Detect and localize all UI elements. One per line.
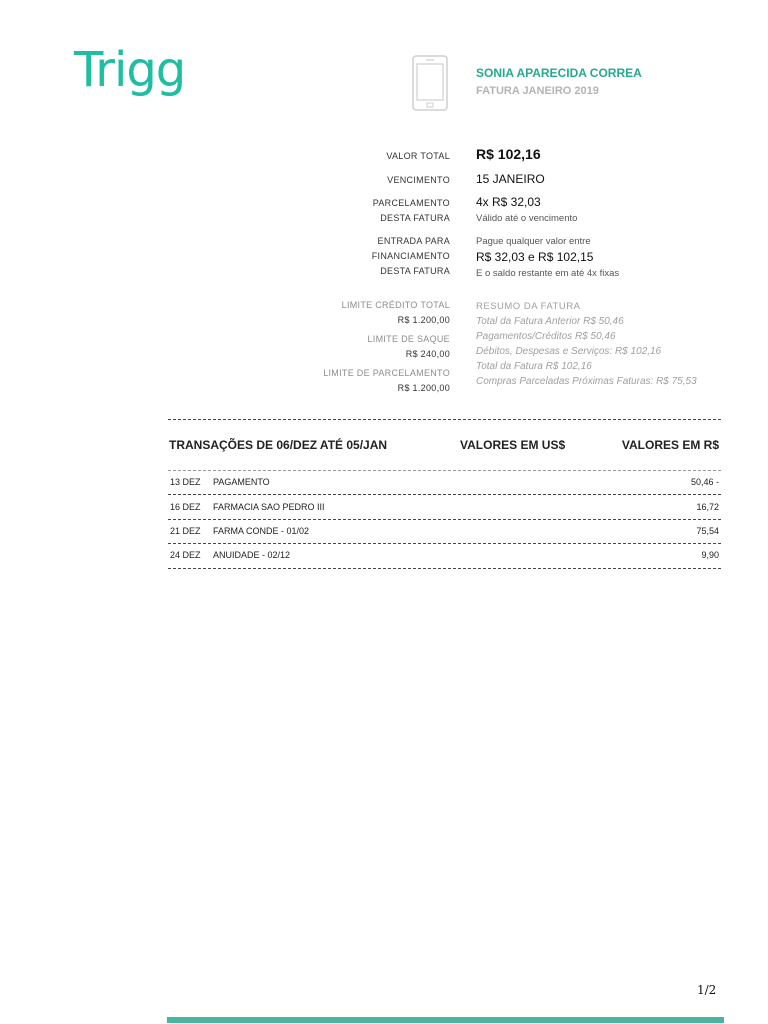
page-number: 1/2	[697, 983, 717, 997]
total-value: R$ 102,16	[476, 146, 541, 162]
divider	[168, 568, 721, 569]
row-brl-value: 16,72	[696, 502, 719, 512]
table-row	[168, 526, 721, 540]
row-description: ANUIDADE - 02/12	[213, 550, 291, 560]
summary-line: Pagamentos/Créditos R$ 50,46	[476, 331, 616, 342]
usd-column-header: VALORES EM US$	[460, 438, 566, 452]
financing-label: ENTRADA PARA FINANCIAMENTO DESTA FATURA	[371, 236, 450, 276]
client-name: SONIA APARECIDA CORREA	[476, 66, 642, 80]
row-brl-value: 9,90	[701, 550, 719, 560]
invoice-summary	[476, 299, 697, 389]
row-date: 16 DEZ	[170, 502, 201, 512]
financing-note-2: E o saldo restante em até 4x fixas	[476, 268, 620, 279]
divider	[168, 494, 721, 495]
divider	[168, 419, 721, 420]
installment-label: PARCELAMENTO DESTA FATURA	[372, 198, 450, 223]
divider	[168, 470, 721, 471]
row-brl-value: 50,46 -	[690, 477, 719, 487]
transactions-period-header: TRANSAÇÕES DE 06/DEZ ATÉ 05/JAN	[169, 438, 388, 452]
invoice-month: FATURA JANEIRO 2019	[476, 85, 599, 97]
table-row	[168, 502, 721, 516]
table-row	[168, 550, 721, 564]
installment-limit-label: LIMITE DE PARCELAMENTO	[323, 368, 450, 378]
installment-note: Válido até o vencimento	[476, 213, 578, 224]
row-description: PAGAMENTO	[213, 477, 270, 487]
summary-line: Débitos, Despesas e Serviços: R$ 102,16	[476, 346, 662, 357]
row-description: FARMA CONDE - 01/02	[213, 526, 310, 536]
due-value: 15 JANEIRO	[476, 172, 545, 186]
summary-line: Total da Fatura Anterior R$ 50,46	[476, 316, 624, 327]
brl-column-header: VALORES EM R$	[621, 438, 719, 452]
withdraw-limit-label: LIMITE DE SAQUE	[367, 334, 450, 344]
credit-limit-value: R$ 1.200,00	[397, 315, 450, 325]
financing-value: R$ 32,03 e R$ 102,15	[476, 250, 594, 264]
table-row	[168, 477, 721, 491]
row-description: FARMACIA SAO PEDRO III	[213, 502, 325, 512]
row-brl-value: 75,54	[696, 526, 719, 536]
row-date: 24 DEZ	[170, 550, 201, 560]
summary-line: Compras Parceladas Próximas Faturas: R$ 75,53	[476, 376, 697, 387]
installment-limit-value: R$ 1.200,00	[397, 383, 450, 393]
row-date: 21 DEZ	[170, 526, 201, 536]
divider	[168, 519, 721, 520]
withdraw-limit-value: R$ 240,00	[405, 349, 450, 359]
phone-icon	[412, 55, 448, 111]
trigg-logo: Trigg	[74, 42, 186, 98]
installment-value: 4x R$ 32,03	[476, 195, 541, 209]
financing-note-1: Pague qualquer valor entre	[476, 236, 591, 247]
invoice-summary-title: RESUMO DA FATURA	[476, 301, 581, 312]
divider	[168, 543, 721, 544]
summary-line: Total da Fatura R$ 102,16	[476, 361, 592, 372]
total-label: VALOR TOTAL	[386, 151, 450, 161]
row-date: 13 DEZ	[170, 477, 201, 487]
credit-limit-label: LIMITE CRÉDITO TOTAL	[341, 300, 450, 310]
due-label: VENCIMENTO	[387, 175, 450, 185]
footer-bar	[167, 1017, 724, 1023]
